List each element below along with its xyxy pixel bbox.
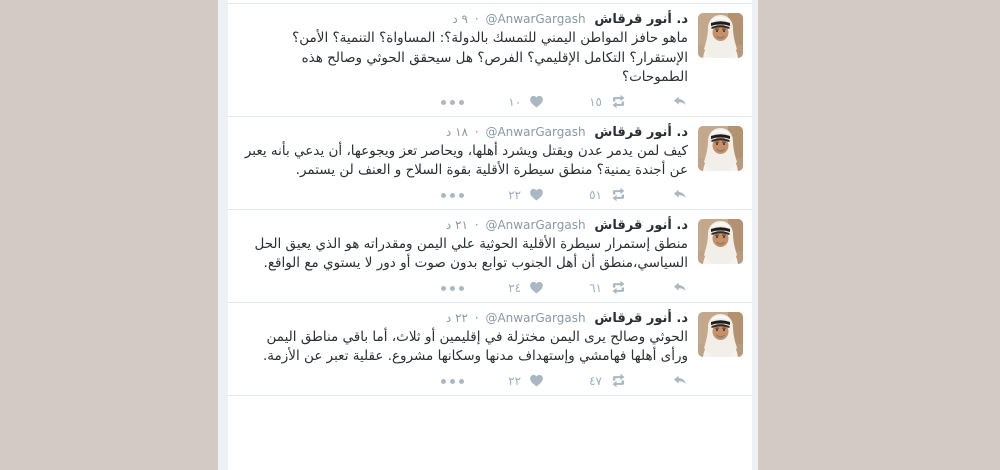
avatar[interactable] bbox=[698, 126, 743, 171]
meta-separator: · bbox=[474, 217, 479, 232]
retweet-count: ٦١ bbox=[589, 280, 602, 295]
tweet-actions bbox=[242, 279, 688, 297]
like-button[interactable] bbox=[508, 93, 545, 111]
avatar[interactable] bbox=[698, 312, 743, 357]
reply-icon bbox=[672, 280, 688, 296]
timestamp[interactable]: ١٨ د bbox=[445, 124, 468, 139]
more-button[interactable] bbox=[441, 191, 464, 198]
more-button[interactable] bbox=[441, 284, 464, 291]
tweet-header bbox=[242, 217, 688, 234]
author-handle[interactable]: @AnwarGargash bbox=[485, 12, 586, 26]
reply-icon bbox=[672, 373, 688, 389]
like-button[interactable] bbox=[508, 186, 545, 204]
retweet-icon bbox=[609, 371, 628, 390]
tweet-header bbox=[242, 11, 688, 28]
author-name[interactable]: د. أنور قرقاش bbox=[594, 124, 688, 140]
timestamp[interactable]: ٢١ د bbox=[445, 217, 468, 232]
author-handle[interactable]: @AnwarGargash bbox=[485, 217, 586, 232]
author-name[interactable]: د. أنور قرقاش bbox=[594, 12, 688, 27]
tweet-list bbox=[228, 0, 752, 470]
tweet-text: منطق إستمرار سيطرة الأقلية الحوثية علي اليمن ومقدراته هو الذي يعيق الحل السياسي،منطق أن أهل الجنوب توابع بدون صوت أو دور لا يستوي مع الواقع. bbox=[254, 235, 688, 271]
meta-separator: · bbox=[474, 124, 479, 139]
tweet[interactable] bbox=[228, 117, 752, 210]
retweet-count: ٤٧ bbox=[589, 373, 602, 388]
tweet-column bbox=[218, 0, 758, 470]
tweet-text: ماهو حافز المواطن اليمني للتمسك بالدولة؟: المساواة؟ التنمية؟ الأمن؟ الإستقرار؟ التكامل الإقليمي؟ الفرص؟ هل سيحقق الحوثي وصالح هذه الطموحات؟ bbox=[292, 30, 688, 85]
retweet-count: ١٥ bbox=[589, 94, 602, 109]
ellipsis-icon bbox=[441, 191, 464, 198]
avatar[interactable] bbox=[698, 13, 743, 58]
heart-icon bbox=[528, 279, 545, 296]
tweet-actions bbox=[242, 93, 688, 111]
like-count: ٢٢ bbox=[508, 373, 522, 388]
ellipsis-icon bbox=[441, 377, 464, 384]
retweet-button[interactable] bbox=[589, 92, 628, 111]
ellipsis-icon bbox=[441, 284, 464, 291]
reply-button[interactable] bbox=[672, 187, 688, 203]
reply-button[interactable] bbox=[672, 373, 688, 389]
like-button[interactable] bbox=[508, 372, 545, 390]
retweet-icon bbox=[609, 185, 628, 204]
meta-separator: · bbox=[474, 310, 479, 325]
reply-button[interactable] bbox=[672, 94, 688, 110]
reply-icon bbox=[672, 187, 688, 203]
tweet[interactable] bbox=[228, 3, 752, 117]
tweet-actions bbox=[242, 372, 688, 390]
timestamp[interactable]: ٢٢ د bbox=[445, 310, 468, 325]
reply-icon bbox=[672, 94, 688, 110]
timestamp[interactable]: ٩ د bbox=[452, 12, 468, 26]
author-name[interactable]: د. أنور قرقاش bbox=[594, 217, 688, 233]
profile-photo bbox=[698, 312, 743, 357]
more-button[interactable] bbox=[441, 98, 464, 105]
profile-photo bbox=[698, 13, 743, 58]
avatar[interactable] bbox=[698, 219, 743, 264]
reply-button[interactable] bbox=[672, 280, 688, 296]
profile-photo bbox=[698, 219, 743, 264]
heart-icon bbox=[528, 372, 545, 389]
heart-icon bbox=[528, 93, 545, 110]
tweet-text: كيف لمن يدمر عدن ويقتل ويشرد أهلها، ويحاصر تعز ويجوعها، أن يدعي بأنه يعبر عن أجندة يمنية؟ منطق سيطرة الأقلية بقوة السلاح و العنف لن يستمر. bbox=[244, 142, 688, 178]
tweet-text: الحوثي وصالح يرى اليمن مختزلة في إقليمين أو ثلاث، أما باقي مناطق اليمن ورأى أهلها فهامشي وإستهداف مدنها وسكانها مشروع. عقلية تعبر عن الأزمة. bbox=[263, 328, 688, 364]
retweet-button[interactable] bbox=[589, 185, 628, 204]
tweet[interactable] bbox=[228, 303, 752, 396]
retweet-icon bbox=[609, 92, 628, 111]
retweet-button[interactable] bbox=[589, 371, 628, 390]
like-count: ٢٢ bbox=[508, 187, 522, 202]
heart-icon bbox=[528, 186, 545, 203]
retweet-count: ٥١ bbox=[589, 187, 602, 202]
retweet-button[interactable] bbox=[589, 278, 628, 297]
tweet-header bbox=[242, 310, 688, 327]
author-handle[interactable]: @AnwarGargash bbox=[485, 124, 586, 139]
more-button[interactable] bbox=[441, 377, 464, 384]
tweet[interactable] bbox=[228, 210, 752, 303]
author-name[interactable]: د. أنور قرقاش bbox=[594, 310, 688, 326]
like-button[interactable] bbox=[508, 279, 545, 297]
tweet-actions bbox=[242, 186, 688, 204]
tweet-header bbox=[242, 124, 688, 141]
profile-photo bbox=[698, 126, 743, 171]
like-count: ١٠ bbox=[508, 94, 522, 109]
ellipsis-icon bbox=[441, 98, 464, 105]
retweet-icon bbox=[609, 278, 628, 297]
meta-separator: · bbox=[474, 12, 479, 26]
like-count: ٢٤ bbox=[508, 280, 522, 295]
author-handle[interactable]: @AnwarGargash bbox=[485, 310, 586, 325]
